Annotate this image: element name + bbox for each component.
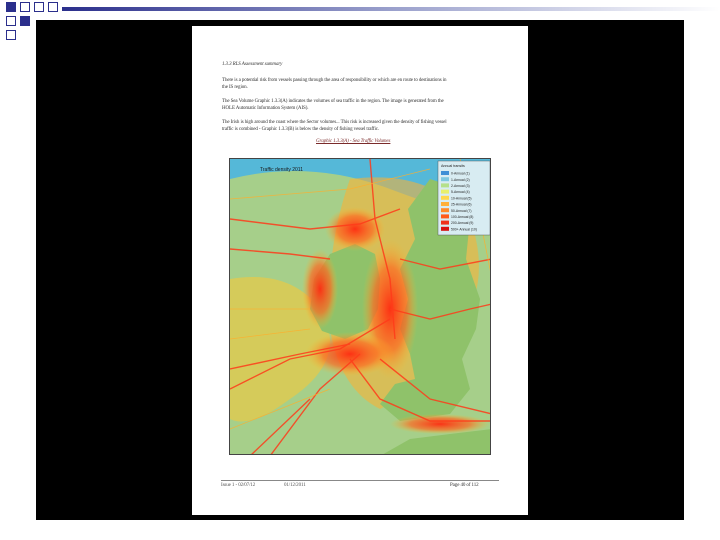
legend-swatch <box>441 177 449 181</box>
deco-square <box>48 2 58 12</box>
paragraph-3-line-2: traffic is combined - Graphic 1.3.3(B) is below the density of fishing vessel traffic. <box>222 127 380 132</box>
legend-label: 10-Annual (5) <box>451 196 472 201</box>
legend-label: 100-Annual (8) <box>451 215 474 219</box>
paragraph-1-line-2: the IS region. <box>222 85 248 90</box>
paragraph-2-line-1: The Sea Volume Graphic 1.3.3(A) indicates the volumes of sea traffic in the region. The image is generated from the <box>222 99 444 104</box>
footer-rule <box>221 480 499 481</box>
legend-swatch <box>441 208 449 212</box>
legend-swatch <box>441 183 449 187</box>
legend-label: 50-Annual (7) <box>451 208 472 213</box>
legend-label: 25-Annual (6) <box>451 202 472 207</box>
deco-square <box>6 16 16 26</box>
deco-square <box>20 16 30 26</box>
section-heading: 1.3.3 RLS Assessment summary <box>222 62 283 67</box>
legend-label: 200-Annual (9) <box>451 221 474 226</box>
map-title: Traffic density 2011 <box>260 167 303 173</box>
legend-swatch <box>441 221 449 225</box>
deco-square <box>34 2 44 12</box>
legend-swatch <box>441 171 449 175</box>
legend-label: 0-Annual (1) <box>451 171 470 176</box>
deco-square <box>6 30 16 40</box>
deco-bar <box>62 7 720 11</box>
deco-square <box>6 2 16 12</box>
legend-label: 1-Annual (2) <box>451 177 470 182</box>
legend-swatch <box>441 196 449 200</box>
document-page <box>192 26 528 515</box>
deco-square <box>20 2 30 12</box>
footer-left: Issue 1 - 02/07/12 <box>221 483 256 488</box>
map-legend <box>438 161 490 235</box>
paragraph-1-line-1: There is a potential risk from vessels passing through the area of responsibility or which are en route to destinations in <box>222 78 447 83</box>
legend-swatch <box>441 202 449 206</box>
legend-label: 500+ Annual (10) <box>451 227 477 232</box>
legend-label: 5-Annual (4) <box>451 190 470 195</box>
legend-swatch <box>441 190 449 194</box>
traffic-map-graphic <box>230 159 491 455</box>
footer-right: Page 40 of 112 <box>450 483 479 488</box>
legend-swatch <box>441 227 449 231</box>
traffic-density-map <box>229 158 491 455</box>
footer-middle: 01/12/2011 <box>284 483 306 488</box>
paragraph-2-line-2: HOLE Automatic Information System (AIS). <box>222 106 309 111</box>
paragraph-3-line-1: The Irish is high around the coast where the Sector volumes... This risk is increased given the density of fishing vessel <box>222 120 447 125</box>
legend-label: 2-Annual (3) <box>451 184 470 188</box>
figure-caption: Graphic 1.3.3(A) - Sea Traffic Volumes <box>316 139 391 144</box>
legend-swatch <box>441 214 449 218</box>
legend-title: Annual transits <box>441 164 465 168</box>
